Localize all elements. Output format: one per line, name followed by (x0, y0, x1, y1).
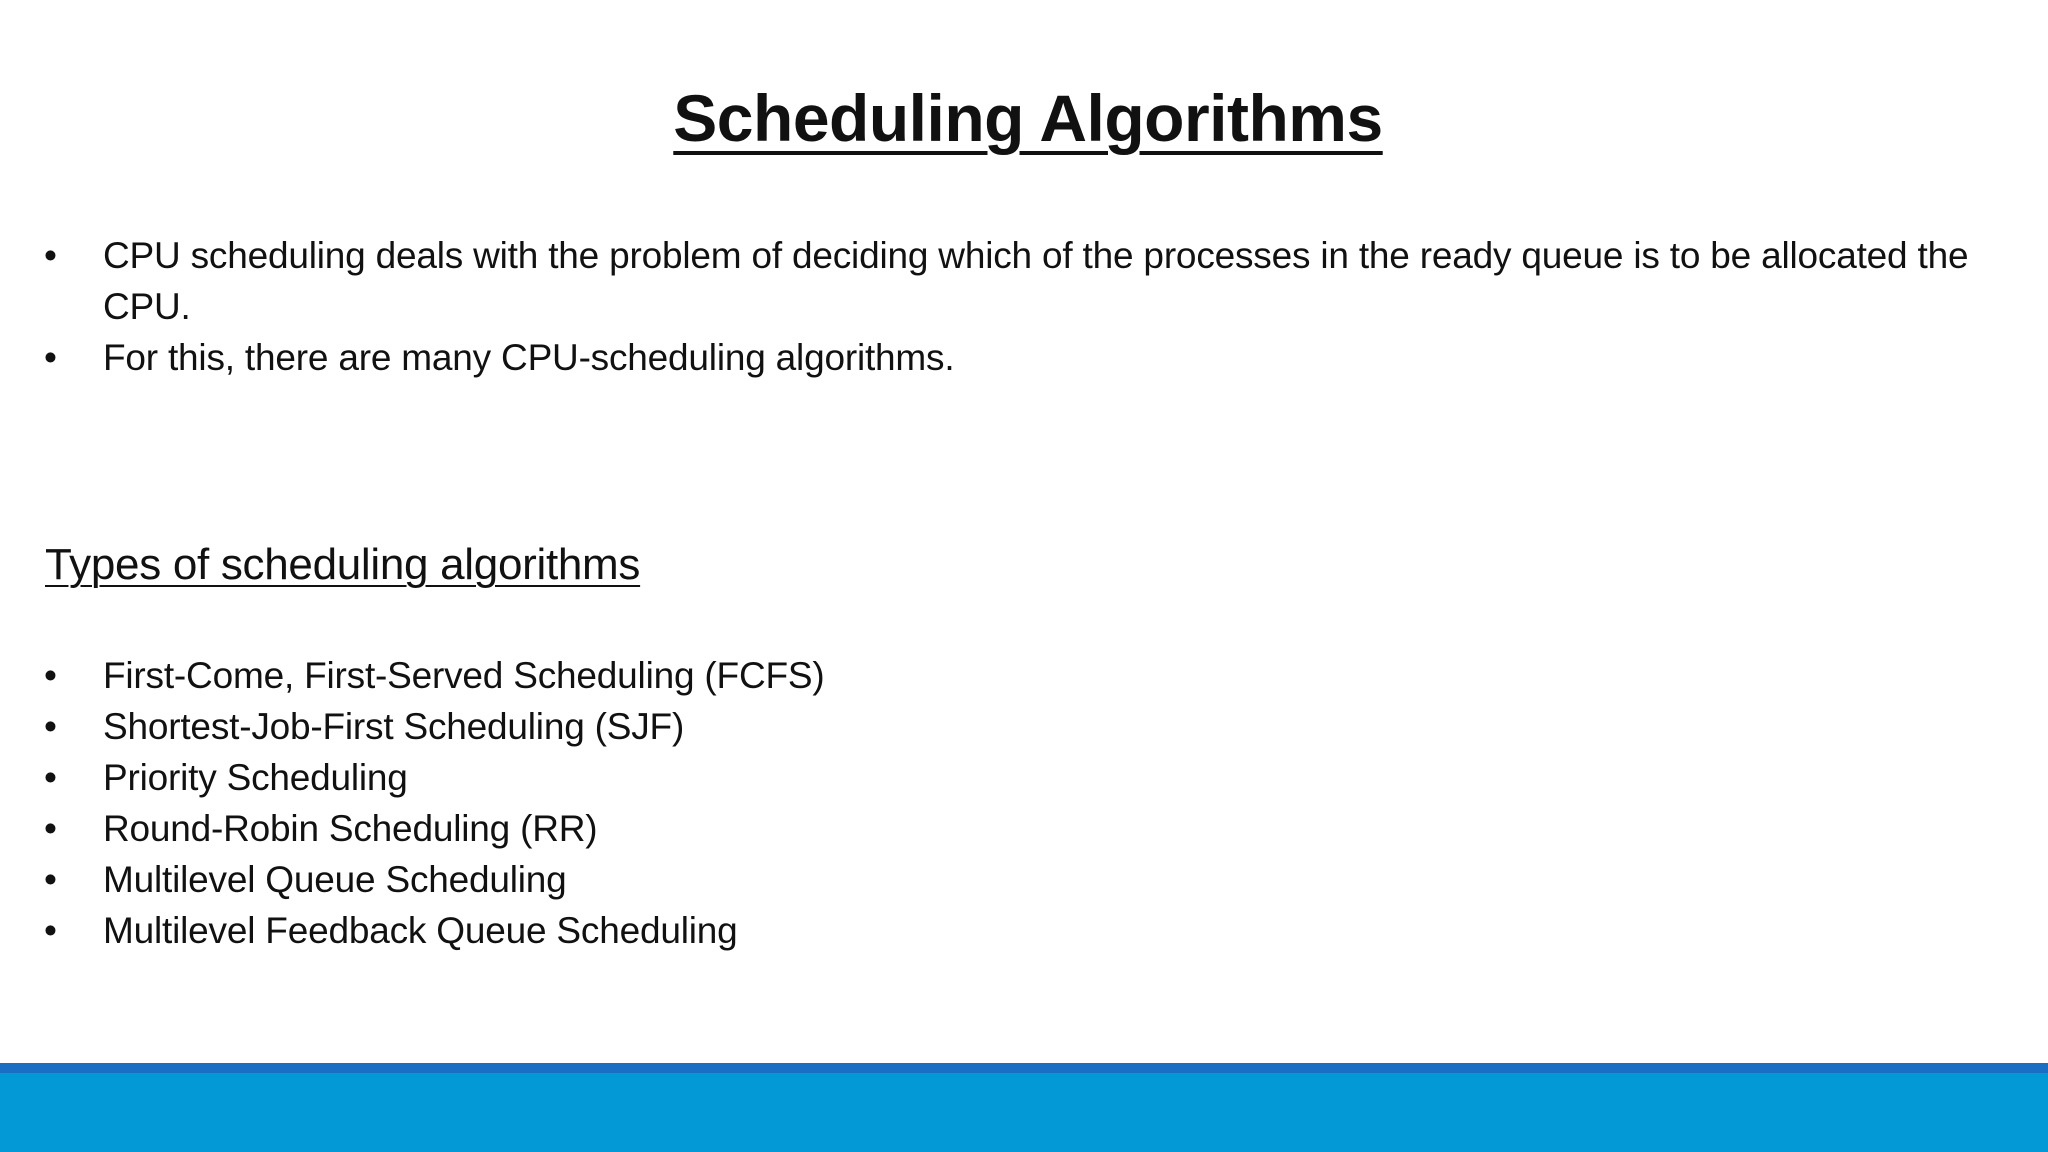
algorithm-bullet-text: Shortest-Job-First Scheduling (SJF) (103, 706, 685, 747)
intro-bullet-list (44, 230, 1994, 383)
algorithm-bullet-item (44, 905, 1994, 956)
bullet-icon: • (44, 706, 57, 747)
algorithm-bullet-text: Round-Robin Scheduling (RR) (103, 808, 598, 849)
bullet-icon: • (44, 859, 57, 900)
intro-bullet-item (44, 332, 1994, 383)
algorithm-bullet-item (44, 752, 1994, 803)
types-subheading: Types of scheduling algorithms (45, 540, 641, 589)
algorithm-bullet-text: Priority Scheduling (103, 757, 408, 798)
algorithm-bullet-item (44, 701, 1994, 752)
algorithm-bullet-item (44, 650, 1994, 701)
algorithm-bullet-text: Multilevel Feedback Queue Scheduling (103, 910, 738, 951)
bullet-icon: • (44, 757, 57, 798)
algorithm-bullet-item (44, 854, 1994, 905)
bullet-icon: • (44, 337, 57, 378)
algorithm-bullet-item (44, 803, 1994, 854)
bullet-icon: • (44, 808, 57, 849)
footer-band (0, 1073, 2048, 1152)
bullet-icon: • (44, 655, 57, 696)
intro-bullet-text: For this, there are many CPU-scheduling algorithms. (103, 337, 955, 378)
bullet-icon: • (44, 235, 57, 276)
bullet-icon: • (44, 910, 57, 951)
intro-bullet-item (44, 230, 1994, 332)
footer-accent-line (0, 1063, 2048, 1073)
intro-bullet-text: CPU scheduling deals with the problem of deciding which of the processes in the ready queue is to be allocated the CPU. (103, 235, 1969, 327)
algorithm-bullet-list (44, 650, 1994, 956)
slide-title: Scheduling Algorithms (673, 81, 1383, 155)
algorithm-bullet-text: First-Come, First-Served Scheduling (FCFS) (103, 655, 825, 696)
algorithm-bullet-text: Multilevel Queue Scheduling (103, 859, 567, 900)
